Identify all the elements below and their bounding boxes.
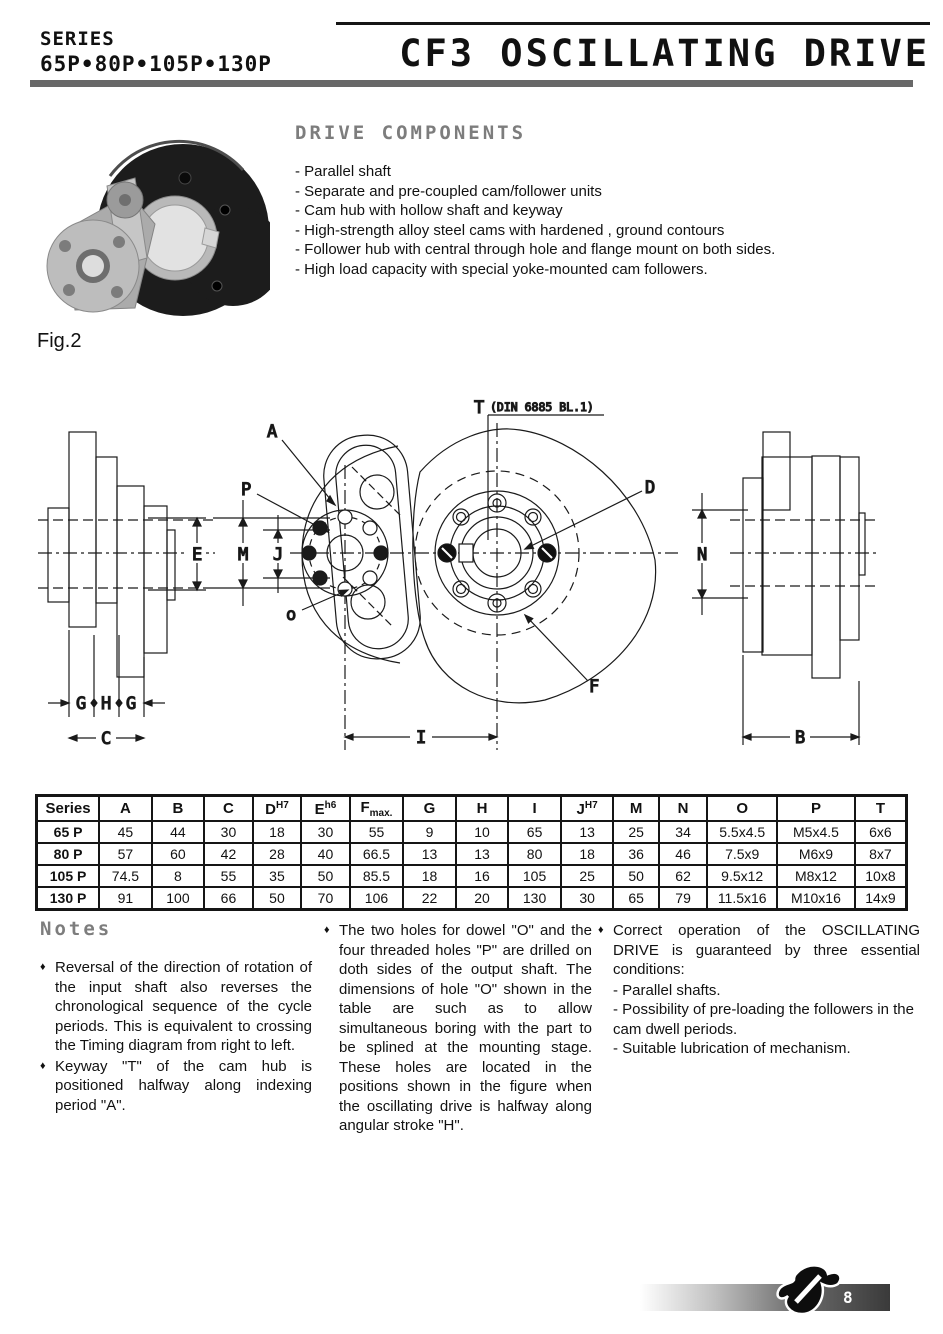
- flange-hole: [113, 236, 125, 248]
- note-item: [598, 921, 920, 980]
- product-photo: [35, 138, 270, 328]
- series-cell: 130 P: [37, 887, 100, 910]
- title-top-rule: [336, 22, 930, 25]
- din-note: (DIN 6885 BL.1): [490, 400, 594, 414]
- right-side-view: [692, 432, 878, 748]
- footer-bar: [640, 1284, 890, 1311]
- notes-column-1: [40, 958, 312, 1116]
- column-header: N: [659, 796, 708, 822]
- series-cell: 80 P: [37, 843, 100, 865]
- table-row: 105 P 74.5 8 55 35 50 85.5 18 16 105 25 50 62 9.5x12 M8x12 10x8: [37, 865, 907, 887]
- series-label: SERIES: [40, 28, 115, 50]
- disc-hole: [220, 205, 230, 215]
- brand-logo-icon: [768, 1258, 848, 1320]
- note-text: Reversal of the direction of rotation of the input shaft also reverses the chronological sequence of the cycle periods. This is equivalent to crossing the Timing diagram from right to left.: [55, 959, 312, 1054]
- list-item: - High load capacity with special yoke-mounted cam followers.: [295, 260, 708, 278]
- column-header: $F_{max.}$: [350, 796, 404, 822]
- technical-drawing: [30, 395, 915, 775]
- note-text: Correct operation of the OSCILLATING DRIVE is guaranteed by three essential conditions:: [613, 922, 920, 978]
- column-header: O: [707, 796, 777, 822]
- column-header: $E^{h6}$: [301, 796, 350, 822]
- table-row: 130 P 91 100 66 50 70 106 22 20 130 30 65 79 11.5x16 M10x16 14x9: [37, 887, 907, 910]
- dim-label-F: F: [589, 677, 600, 697]
- dim-label-B: B: [795, 728, 806, 748]
- flange-bore-inner: [82, 255, 104, 277]
- condition-item: - Parallel shafts.: [613, 981, 721, 999]
- dim-label-P: P: [241, 480, 252, 500]
- diamond-bullet-icon: ♦: [40, 1059, 46, 1072]
- page-number: 8: [843, 1288, 853, 1307]
- front-view: [213, 398, 678, 750]
- roller-center: [119, 194, 131, 206]
- note-item: [324, 921, 592, 1136]
- column-header: P: [777, 796, 855, 822]
- dim-label-o: o: [286, 605, 297, 625]
- series-cell: 105 P: [37, 865, 100, 887]
- condition-item: - Possibility of pre-loading the followers in the cam dwell periods.: [613, 1001, 914, 1038]
- diamond-bullet-icon: ♦: [324, 924, 330, 936]
- oscillating-drive-photo: [35, 138, 270, 328]
- dim-label-C: C: [101, 729, 112, 749]
- column-header: $J^{H7}$: [561, 796, 614, 822]
- dim-label-I: I: [416, 728, 427, 748]
- table-row: 65 P 45 44 30 18 30 55 9 10 65 13 25 34 5.5x4.5 M5x4.5 6x6: [37, 821, 907, 843]
- list-item: - Follower hub with central through hole and flange mount on both sides.: [295, 241, 776, 258]
- column-header: M: [613, 796, 658, 822]
- header-rule: [30, 80, 913, 87]
- column-header: Series: [37, 796, 100, 822]
- dimension-drawing: [30, 395, 915, 775]
- dim-label-G-right: G: [126, 694, 137, 714]
- keyway-slot: [202, 228, 219, 248]
- dim-label-M: M: [238, 545, 249, 565]
- column-header: I: [508, 796, 561, 822]
- notes-column-3: [598, 921, 920, 1059]
- list-item: - Parallel shaft: [295, 163, 391, 180]
- flange-hole: [59, 240, 71, 252]
- dim-label-D: D: [645, 478, 656, 498]
- flange-hole: [63, 284, 75, 296]
- diamond-bullet-icon: ♦: [598, 924, 604, 936]
- column-header: C: [204, 796, 253, 822]
- notes-column-2: [324, 921, 592, 1137]
- dim-label-J: J: [273, 545, 284, 565]
- table-header-row: [37, 796, 907, 822]
- list-item: - Separate and pre-coupled cam/follower units: [295, 182, 602, 200]
- page-title: CF3 OSCILLATING DRIVE: [399, 32, 930, 75]
- dim-label-T: T: [474, 398, 485, 418]
- diamond-bullet-icon: ♦: [40, 961, 46, 973]
- list-item: - Cam hub with hollow shaft and keyway: [295, 202, 563, 219]
- note-item: [40, 1057, 312, 1116]
- series-numbers: 65P•80P•105P•130P: [40, 52, 272, 76]
- column-header: G: [403, 796, 456, 822]
- table-row: 80 P 57 60 42 28 40 66.5 13 13 80 18 36 46 7.5x9 M6x9 8x7: [37, 843, 907, 865]
- figure-caption: Fig.2: [37, 330, 82, 352]
- condition-item: - Suitable lubrication of mechanism.: [613, 1040, 851, 1057]
- column-header: B: [152, 796, 205, 822]
- disc-hole: [212, 281, 222, 291]
- notes-heading: Notes: [40, 918, 113, 940]
- dim-label-H: H: [101, 694, 112, 714]
- flange-hole: [111, 286, 123, 298]
- column-header: H: [456, 796, 509, 822]
- disc-stud: [179, 172, 191, 184]
- note-item: [40, 958, 312, 1056]
- dim-label-G-left: G: [76, 694, 87, 714]
- dim-label-N: N: [697, 545, 708, 565]
- dim-label-A: A: [267, 422, 278, 442]
- column-header: $D^{H7}$: [253, 796, 302, 822]
- note-text: Keyway "T" of the cam hub is positioned halfway along indexing period "A".: [55, 1057, 312, 1114]
- series-cell: 65 P: [37, 821, 100, 843]
- note-text: The two holes for dowel "O" and the four threaded holes "P" are drilled on doth sides of the output shaft. The dimensions of hole "O" shown in the table are such as to allow simultaneous boring with the part to be splined at the mounting stage. These holes are located in the positions shown in the figure when the oscillating drive is halfway along angular stroke "H".: [339, 922, 592, 1134]
- column-header: T: [855, 796, 907, 822]
- list-item: - High-strength alloy steel cams with hardened , ground contours: [295, 221, 725, 239]
- column-header: A: [99, 796, 152, 822]
- dimension-table: [35, 794, 908, 911]
- dim-label-E: E: [192, 545, 203, 565]
- components-list: [295, 162, 915, 279]
- components-heading: DRIVE COMPONENTS: [295, 122, 527, 144]
- left-side-view: [38, 432, 215, 749]
